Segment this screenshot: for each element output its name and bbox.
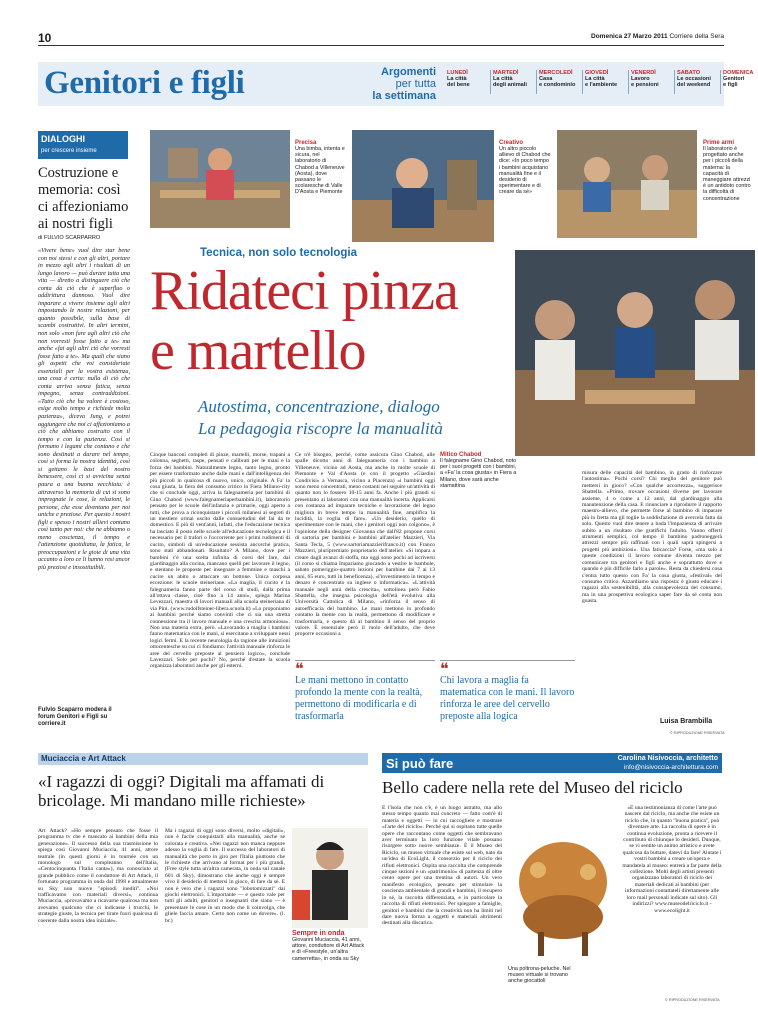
art-attack-photo-caption xyxy=(292,930,368,962)
photo-boy-hammer-art xyxy=(352,130,494,242)
weekday-topic-line2: e figli xyxy=(723,82,738,89)
dialoghi-footer: Fulvio Scaparro modera il forum Genitori e Figli su corriere.it xyxy=(38,707,112,727)
caption-prime-armi-text: Il laboratorio è progettato anche per i piccoli della materna: la capacità di maneggiare attrezzi è un antidoto contro la difficoltà di concentrazione xyxy=(703,146,751,202)
weekday-topic-line2: e pensioni xyxy=(631,82,659,89)
art-attack-label: Muciaccia e Art Attack xyxy=(41,754,126,763)
main-sub-2: La pedagogia riscopre la manualità xyxy=(198,419,443,438)
weekday-topic-line2: degli animali xyxy=(493,82,527,89)
si-puo-fare-copyright: © RIPRODUZIONE RISERVATA xyxy=(665,998,720,1002)
argomenti-line3: la settimana xyxy=(372,90,436,102)
main-headline-1: Ridateci pinza xyxy=(150,260,458,322)
weekday-name: VENERDÌ xyxy=(631,70,656,76)
photo-children-tools xyxy=(557,130,697,238)
si-puo-fare-label: Si può fare xyxy=(386,756,454,771)
photo-chabod-workshop xyxy=(515,250,755,456)
quote-1 xyxy=(295,660,435,723)
art-attack-col-2: Ma i ragazzi di oggi sono diversi, molto «digitali», non è facile conquistarli alla manualità, anche se colorata e creativa. «Nei ragazzi non manca neppure adesso la voglia di fare. Il successo del laboratori di manualità che porto in giro per l'Italia piuttosto che le richieste che arrivano al format per i più grandi, (Free style tutta un'altra camerata, in onda sul canale 601 di Sky), dimostrano che anche oggi è sempre vivo il desiderio di mettersi in gioco, di fare da sé. E non è vero che i ragazzi sono "lobotomizzati" dai giochi elettronici. L'importante — e questo vale per tutti gli adulti, genitori o insegnanti che siano — è presentare le cose in un modo che li coinvolga, che gliele faccia amare. Certo non come un dovere». (l. br.) xyxy=(165,828,285,924)
dialoghi-author: di FULVIO SCARPARRO xyxy=(38,235,101,241)
header-date-line xyxy=(591,33,724,40)
art-attack-bar xyxy=(38,753,368,765)
quote-2 xyxy=(440,660,575,723)
main-col-3: misura delle capacità del bambino, in grado di rinforzare l'autostima». Pochi corsi? Chi meglio del genitore può mettersi in gioco? «Con qualche accortezza», suggerisce Sbattella. «Primo, trovare occasioni diverse per lavorare assieme, 4 o come a 12 anni, dal giardinaggio alla manutenzione della casa. E rinunciare a riprodurre il rapporto maestro-allievo, che permette forse al bambino di imparare più in fretta ma gli toglie la soddisfazione di avercela fatta da solo. Questo vuol dire tenere a bada l'impazienza di arrivare subito a un risultato che gratifichi l'adulto. Vanno offerti strumenti semplici, col tempo il bambino padroneggerà attrezzi sempre più raffinati con i quali saprà spingersi a progetti più ambiziosi». Una faticaccia? Forse, «ma solo a queste condizioni il lavoro comune diventa mezzo per comunicare tra genitori e figli anche e soprattutto dove e quando è più difficile farlo a parole». Resta da chiedersi cosa c'entra tutto questo con Fa' la cosa giusta, «festival» del consumo critico. Azzardiamo una risposta: è giusto educare i ragazzi alla sostenibilità, alla consapevolezza del consumo, ma in una prospettiva ecologica saper fare da sé conta non guasta. xyxy=(582,470,722,605)
weekday-topic-line2: del bene xyxy=(447,82,470,89)
weekday-2 xyxy=(539,70,582,89)
section-title: Genitori e figli xyxy=(44,65,245,101)
weekday-1 xyxy=(493,70,536,89)
weekday-name: LUNEDÌ xyxy=(447,70,468,76)
caption-creativo-text: Un altro piccolo allievo di Chabod che dice: «In poco tempo i bambini acquistano manualità fine e il desiderio di sperimentare e di creare da sé» xyxy=(499,146,551,196)
photo-girl-workbench xyxy=(150,130,290,228)
main-copyright: © RIPRODUZIONE RISERVATA xyxy=(670,731,725,735)
weekday-topic-line1: Le occasioni xyxy=(677,76,711,82)
si-puo-fare-col-1: È l'isola che non c'è, è un luogo astratto, ma allo stesso tempo quanto mai concreto — fatto com'è di materia e oggetti — in cui raccogliere e mostrare «l'arte del riciclo». Perché qui si ospitano tutte quelle opere che raccontano come oggetti che sembravano aver terminato la loro funzione vitale possano risorgere sotto nuove sembianze. È il Museo del Riciclo, un museo virtuale che esiste sul web, nato da un'idea di EcoLight, il consorzio per il riciclo dei rifiuti elettronici. Ospita una raccolta che comprende cinque sezioni e un «patrimonio» di partenza di oltre cento opere per una trentina di autori. Un vero manifesto ecologico, pensato per stimolare la coscienza ambientale di grandi e bambini, il recupero in sé, la raccolta differenziata, e in particolare la raccolta di rifiuti elettronici. Per spiegare a famiglie, genitori e bambini che la creatività non ha limiti nel dare nuova forma a oggetti e materiali altrimenti destinati alla discarica. xyxy=(382,805,502,927)
main-kicker: Tecnica, non solo tecnologia xyxy=(200,247,357,259)
caption-prime-armi-title: Prime armi xyxy=(703,140,735,146)
weekday-name: MARTEDÌ xyxy=(493,70,519,76)
photo-girl-workbench-art xyxy=(150,130,290,228)
weekday-4 xyxy=(631,70,674,89)
caption-chabod xyxy=(440,452,520,489)
si-puo-fare-bar xyxy=(382,753,722,773)
weekday-topic-line1: La città xyxy=(585,76,605,82)
main-sub-1: Autostima, concentrazione, dialogo xyxy=(198,397,440,416)
weekday-separator xyxy=(720,70,721,94)
photo-boy-hammer xyxy=(352,130,494,242)
weekday-separator xyxy=(490,70,491,94)
photo-poltrona-peluche-art xyxy=(508,822,618,962)
weekday-name: MERCOLEDÌ xyxy=(539,70,573,76)
dialoghi-body: «Vivere bene» vuol dire star bene con noi stessi e con gli altri, portare in mezzo agli altri i risultati di un lungo lavoro — può durare tutta una vita — diretto a distinguere ciò che conta da ciò che è superfluo o addirittura dannoso. Vuol dire imparare a vivere insieme agli altri impostando le nostre relazioni, per quanto possibile, sulla base di scambi costruttivi. In altri termini, non solo «non fare agli altri ciò che non vorresti fosse fatto a te» ma anche «fai agli altri ciò che vorresti fosse fatto a te». Ma quali che siano gli aspetti che voi consideriate essenziali per la vostra esistenza, una cosa è certa: nulla di ciò che conta arriva senza fatica, senza impegno, senza contraddizioni. «Tutto ciò che ha valore è costoso, esige molto tempo e richiede molta pazienza», diceva Jung, e potrei aggiungere che noi ci affezioniamo a ciò che abbiamo costruito con il tempo e con la pazienza. Così si formano i legami che contano e che sono destinati a durare nel tempo, così si forma la nostra identità, così si gettano le basi del nostro benessere, così ci si avvicina senza paura a una buona vecchiaia: è attraverso la memoria di cui si sono impregnate le cose, le relazioni, le persone, che esse diventano per noi uniche e preziose. Per questo i nostri figli e spesso i nostri allievi contano così tanto per noi: che ne abbiamo o meno coscienza, il tempo e l'attenzione quotidiana, la fatica, le preoccupazioni e le gioie di una vita accanto a loro ce li hanno resi ancor più preziosi e insostituibili. xyxy=(38,247,130,571)
weekday-separator xyxy=(536,70,537,94)
si-puo-fare-col-2: «È una testimonianza di come l'arte può nascere dal riciclo, ma anche che esiste un riciclo che, in quanto "buona pratica", può diventare arte. La raccolta di opere è in continua evoluzione, pronta a ricevere il contributo di chiunque lo desideri. Dunque, se vi sentite un animo artistico e avete qualcosa da buttare, datevi da fare! Aiutate i vostri bambini a creare un'opera e mandatela al museo: entrerà a far parte della collezione. Molti degli artisti presenti organizzano laboratori di riciclo dei materiali dedicati ai bambini (per informazioni contattateli direttamente alle loro mail personali indicate sul sito). Gli indirizzi? www.museodelriciclo.it - www.ecolight.it xyxy=(622,805,722,914)
page-number: 10 xyxy=(38,31,52,45)
weekday-topic-line1: La città xyxy=(493,76,513,82)
weekday-0 xyxy=(447,70,490,89)
caption-prime-armi xyxy=(703,140,751,202)
weekday-topic-line1: Genitori xyxy=(723,76,745,82)
art-attack-title: «I ragazzi di oggi? Digitali ma affamati di bricolage. Mi mandano mille richieste» xyxy=(38,772,325,810)
dialoghi-label: DIALOGHI xyxy=(41,134,85,144)
photo-muciaccia xyxy=(292,828,368,928)
dialoghi-label-bar xyxy=(38,131,128,159)
main-col-1: Cinque banconi completi di pinze, martelli, morse, trapani a colonna, seghetti, raspe, pensati e calibrati per le mani e la forza dei bambini. Naturalmente legno, tanto legno, pronto per essere trasformato anche dalle mani e dall'intelligenza dei più piccoli in qualcosa di nuovo, unico, originale. A Fa' la cosa giusta, la fiera del consumo critico in Fiera Milano-city che si conclude oggi, arriva la falegnameria per bambini di Gino Chabod (www.falegnameriaperbambini.it), laboratorio pensato per le scuole dell'infanzia e primarie, oggi aperto a tutti, che prova a riconquistare i piccoli milanesi ai segreti di un mestiere ormai uscito dalle consuetudini del fai da te domestico. E più di vent'anni, infatti, che l'educazione tecnica ha lasciato il posto nelle scuole all'educazione tecnologica e il necessario per il trafori o l'occorrente per i primi rudimenti di cucito, simboli di un'educazione sessista ancorché pratica, sono stati abbandonati. Risultato? A Milano, dove per i bambini c'è una scelta infinita di corsi del fare, dal giardinaggio alla cucina, mancano quelli per lavorare il legno, e stentano le proposte per insegnare a femmine e maschi a cucire un abito o attaccare un bottone. Unica corposa eccezione: le scuole steineriane. «La maglia, il cucito e la falegnameria fanno parte del corso di studi, dalla prima all'ottava classe, cioè fino a 14 anni», spiega Marina Levezzari, maestra di lavori manuali alla scuola steineriana di via Pini. (www.rudolfsteiner-libera.scuola.it) «Lo proponiamo ai bambini perché siamo convinti che ci sia una stretta connessione tra il lavoro manuale e una crescita armoniosa». Non una materia extra, però. «Lavorando a maglia i bambini fanno matematica con le mani, si esercitano a sviluppare nessi logici fermi. E la recente neurologia da ragione alle intuizioni ottocentesche su cui ci fondiamo: l'attività manuale rinforza le aree del cervello preposte al pensiero logico», conclude Lavezzari. Solo per pochi? No, perché d'estate la scuola organizza laboratori anche per gli esterni. xyxy=(150,452,290,670)
top-rule xyxy=(38,45,724,46)
main-headline-2: e martello xyxy=(150,320,366,382)
weekday-topic-line2: e condominio xyxy=(539,82,576,89)
caption-precisa-text: Una bimba, intenta e sicura, nel laboratorio di Chabod a Villeneuve (Aosta), dove passano le scolaresche di Valle D'Aosta e Piemonte xyxy=(295,146,345,196)
caption-chabod-title: Mitico Chabod xyxy=(440,452,482,458)
caption-creativo xyxy=(499,140,551,196)
si-puo-fare-contact-name: Carolina Nisivoccia, architetto xyxy=(617,755,718,762)
si-puo-fare-contact-email[interactable]: info@nisivoccia-architettura.com xyxy=(623,764,718,771)
caption-creativo-title: Creativo xyxy=(499,140,524,146)
photo-muciaccia-art xyxy=(292,828,368,928)
argomenti-box xyxy=(360,66,436,102)
caption-chabod-text: Il falegname Gino Chabod, noto per i suoi progetti con i bambini, a «Fa' la cosa giusta» in Fiera a Milano, dove sarà anche stamattina xyxy=(440,458,517,489)
argomenti-line2: per tutta xyxy=(395,78,436,90)
weekday-3 xyxy=(585,70,628,89)
weekday-separator xyxy=(674,70,675,94)
art-attack-photo-caption-title: Sempre in onda xyxy=(292,930,345,937)
weekday-name: DOMENICA xyxy=(723,70,754,76)
art-attack-photo-caption-text: Giovanni Muciaccia, 41 anni, attore, conduttore di Art Attack e di «Freestyle, un'altra camerretta», in onda su Sky xyxy=(292,937,365,962)
argomenti-line1: Argomenti xyxy=(381,66,436,78)
newspaper-name: Corriere della Sera xyxy=(669,33,724,40)
quote-1-text: Le mani mettono in contatto profondo la mente con la realtà, permettono di modificarla e di trasformarla xyxy=(295,675,423,722)
photo-children-tools-art xyxy=(557,130,697,238)
weekday-6 xyxy=(723,70,758,89)
weekday-topic-line1: Lavoro xyxy=(631,76,650,82)
si-puo-fare-title: Bello cadere nella rete del Museo del riciclo xyxy=(382,778,683,797)
quote-2-mark: ❝ xyxy=(440,661,449,678)
weekday-separator xyxy=(582,70,583,94)
date: Domenica 27 Marzo 2011 xyxy=(591,33,668,40)
photo-poltrona-peluche xyxy=(508,822,618,962)
caption-precisa xyxy=(295,140,345,196)
weekday-topic-line1: La città xyxy=(447,76,467,82)
caption-precisa-title: Precisa xyxy=(295,140,317,146)
weekday-topic-line2: e l'ambiente xyxy=(585,82,618,89)
weekday-name: GIOVEDÌ xyxy=(585,70,609,76)
dialoghi-sub: per crescere insieme xyxy=(41,148,97,154)
art-attack-col-1: Art Attack? «Ho sempre pensato che fosse il programma tv che è mancato ai bambini della mia generazione». Il successo della sua trasmissione lo spiega così Giovanni Muciaccia, 41 anni, attore teatrale (in questi giorni è in tournée con un monologo sul compleanno dell'Italia, «Centocinquanta l'Italia canta»), ma conosciuto al grande pubblico come il conduttore di Art Attack, il fortunato programma in onda dal 1998 e attualmente su Sky non nuove "episodi inediti". «Noi trafficavamo con materiali diversi», continua Muciaccia, «provavamo a ricavarne qualcosa ma non avevamo qualcuno che ci indicasse i trucchi, le strategie giuste, la tecnica per tirare fuori qualcosa di coerente dalla nostra idea iniziale». xyxy=(38,828,158,924)
weekday-topic-line2: del weekend xyxy=(677,82,711,89)
photo-chabod-workshop-art xyxy=(515,250,755,456)
dialoghi-title: Costruzione e memoria: così ci affezioniamo ai nostri figli xyxy=(38,165,129,232)
main-byline: Luisa Brambilla xyxy=(660,718,713,725)
main-col-2: Ce n'è bisogno, perché, come assicura Gino Chabod, alle spalle dicotto anni di falegnameria con i bambini a Villeneuve, vicino ad Aosta, ma anche in molte scuole di Piemonte e Val d'Aosta (e con il progetto «Giardini Condivisi» a Vernasca, vicino a Piacenza) «i bambini oggi sono meno concentrati, meno costanti nel seguire un'attività di quanto non lo fossero 10-15 anni fa. Anche i più grandi si presentano ai laboratori con una manualità incerta. Applicarsi con costanza ad imparare tecniche e lavorazione del legno migliora in breve tempo la manualità fine, amplifica la lucidità, la voglia di fare». «Un desiderio, quello di sperimentare con le mani, che i genitori oggi non colgono», è l'opinione della designer Giovanna che dall'82 propone corsi di sartoria per bambini e bambini all'atelier Mazzieri, Via Santa Tecla, 5 (www.sartoriamazzierifranco.it) con Franco Mazzieri, pluripremiato proprietario dell'atelier. «Si impara a creare dagli avanzi di stoffa, ma oggi sono pochi ad iscriversi (il corso si chiama Impariamo giocando a vestire le bambole, sabato pomeriggio-quattro lezioni per bambine dai 7 ai 13 anni, 65 euro, tutti in beneficenza), «l'investimento in tempo e denaro è concentrato su inglese o informatica». «L'attività manuale negli anni della crescita», sottolinea però Fabio Sbattella, che insegna psicologia dell'età evolutiva alla Università Cattolica di Milano, «rinforza il senso di autoefficacia del bambino. Le mani mettono in profondo contatto la mente con la realtà, permettono di modificare e trasformarla, e questo dà al bambino il senso del proprio valore. È essenziale però il ruolo dell'adulto, che deve proporre occasioni a xyxy=(295,452,435,638)
weekday-separator xyxy=(628,70,629,94)
weekday-5 xyxy=(677,70,720,89)
quote-1-mark: ❝ xyxy=(295,661,304,678)
quote-2-text: Chi lavora a maglia fa matematica con le mani. Il lavoro rinforza le aree del cervello preposte alla logica xyxy=(440,675,575,722)
weekday-name: SABATO xyxy=(677,70,701,76)
weekday-topic-line1: Casa xyxy=(539,76,553,82)
si-puo-fare-photo-caption: Una poltrona-peluche. Nel museo virtuale si trovano anche giocattoli xyxy=(508,966,571,985)
